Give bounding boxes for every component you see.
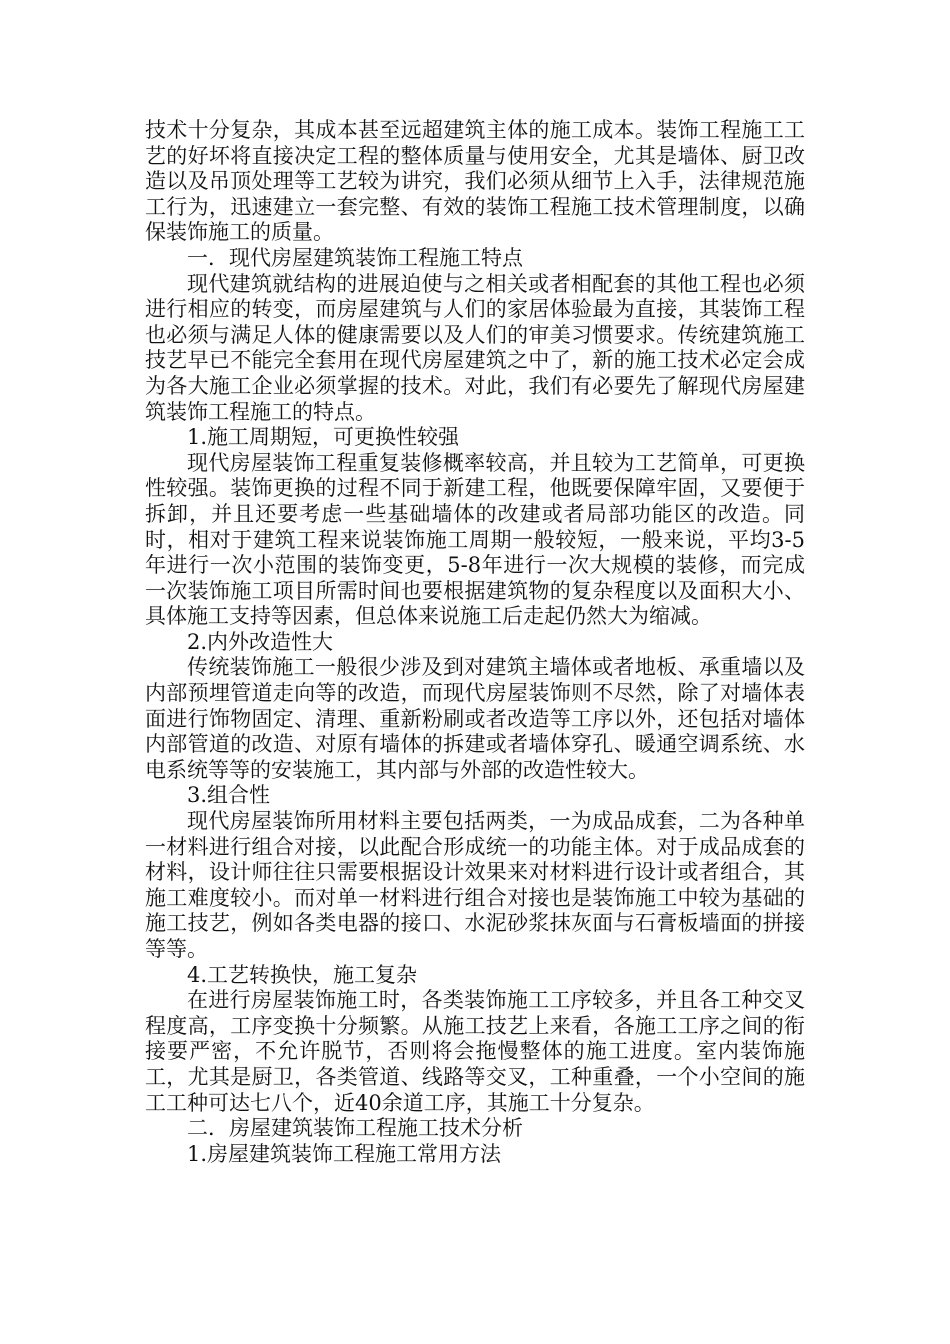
section-heading: 一．现代房屋建筑装饰工程施工特点 (187, 245, 523, 270)
subsection-heading: 2.内外改造性大 (187, 629, 334, 654)
subsection-heading: 1.施工周期短，可更换性较强 (187, 425, 460, 450)
section-heading: 二．房屋建筑装饰工程施工技术分析 (187, 1116, 523, 1141)
body-paragraph: 现代房屋装饰工程重复装修概率较高，并且较为工艺简单，可更换性较强。装饰更换的过程不同于新建工程，他既要保障牢固，又要便于拆卸，并且还要考虑一些基础墙体的改建或者局部功能区的改造。同时，相对于建筑工程来说装饰施工周期一般较短，一般来说，平均3-5年进行一次小范围的装饰变更，5-8年进行一次大规模的装修，而完成一次装饰施工项目所需时间也要根据建筑物的复杂程度以及面积大小、具体施工支持等因素，但总体来说施工后走起仍然大为缩减。 (145, 450, 805, 629)
subsection-heading: 4.工艺转换快，施工复杂 (187, 962, 418, 987)
subsection-heading: 3.组合性 (187, 783, 271, 808)
body-paragraph: 传统装饰施工一般很少涉及到对建筑主墙体或者地板、承重墙以及内部预埋管道走向等的改造，而现代房屋装饰则不尽然，除了对墙体表面进行饰物固定、清理、重新粉刷或者改造等工序以外，还包括对墙体内部管道的改造、对原有墙体的拆建或者墙体穿孔、暖通空调系统、水电系统等等的安装施工，其内部与外部的改造性较大。 (145, 655, 805, 782)
body-paragraph: 现代房屋装饰所用材料主要包括两类，一为成品成套，二为各种单一材料进行组合对接，以此配合形成统一的功能主体。对于成品成套的材料，设计师往往只需要根据设计效果来对材料进行设计或者组合，其施工难度较小。而对单一材料进行组合对接也是装饰施工中较为基础的施工技艺，例如各类电器的接口、水泥砂浆抹灰面与石膏板墙面的拼接等等。 (145, 809, 805, 961)
document-page (145, 118, 805, 1167)
body-paragraph: 在进行房屋装饰施工时，各类装饰施工工序较多，并且各工种交叉程度高，工序变换十分频繁。从施工技艺上来看，各施工工序之间的衔接要严密，不允许脱节，否则将会拖慢整体的施工进度。室内装饰施工，尤其是厨卫，各类管道、线路等交叉，工种重叠，一个小空间的施工工种可达七八个，近40余道工序，其施工十分复杂。 (145, 988, 805, 1115)
body-paragraph: 技术十分复杂，其成本甚至远超建筑主体的施工成本。装饰工程施工工艺的好坏将直接决定工程的整体质量与使用安全，尤其是墙体、厨卫改造以及吊顶处理等工艺较为讲究，我们必须从细节上入手，法律规范施工行为，迅速建立一套完整、有效的装饰工程施工技术管理制度，以确保装饰施工的质量。 (145, 118, 805, 245)
body-paragraph: 现代建筑就结构的进展迫使与之相关或者相配套的其他工程也必须进行相应的转变，而房屋建筑与人们的家居体验最为直接，其装饰工程也必须与满足人体的健康需要以及人们的审美习惯要求。传统建筑施工技艺早已不能完全套用在现代房屋建筑之中了，新的施工技术必定会成为各大施工企业必须掌握的技术。对此，我们有必要先了解现代房屋建筑装饰工程施工的特点。 (145, 271, 805, 424)
subsection-heading: 1.房屋建筑装饰工程施工常用方法 (187, 1141, 502, 1166)
